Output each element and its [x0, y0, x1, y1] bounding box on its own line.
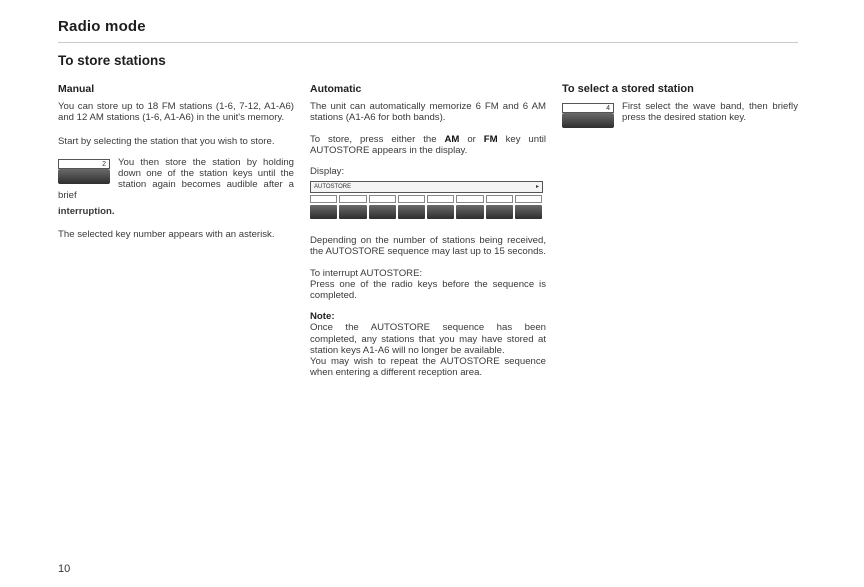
manual-paragraph-4: The selected key number appears with an asterisk.: [58, 228, 275, 240]
automatic-paragraph-4: To interrupt AUTOSTORE: Press one of the radio keys before the sequence is completed.: [310, 267, 546, 302]
note-label: Note:: [310, 311, 335, 323]
manual-paragraph-3-end: interruption.: [58, 205, 115, 217]
automatic-column: [310, 84, 546, 388]
display-screen: [310, 181, 543, 193]
manual-key-block: [58, 157, 294, 202]
display-keys: [310, 205, 542, 219]
display-label: Display:: [310, 166, 345, 178]
display-text: AUTOSTORE: [314, 184, 352, 191]
select-column: [562, 84, 798, 139]
manual-paragraph-1: You can store up to 18 FM stations (1-6, 7-12, A1-A6) and 12 AM stations (1-6, A1-A6) in the unit's memory.: [58, 101, 294, 124]
station-key-number: 2: [102, 160, 106, 168]
select-heading: To select a stored station: [562, 83, 694, 95]
section-title: To store stations: [58, 53, 166, 68]
display-signal-icon: ▸: [535, 184, 539, 191]
display-key-labels: [310, 195, 542, 203]
select-key-block: [562, 101, 798, 131]
automatic-heading: Automatic: [310, 83, 362, 95]
page-title: Radio mode: [58, 18, 146, 35]
note-paragraph-2: You may wish to repeat the AUTOSTORE sequence when entering a different reception area.: [310, 356, 546, 379]
station-key-number: 4: [606, 105, 610, 113]
am-key-label: AM: [444, 133, 460, 145]
station-key-icon: [58, 159, 110, 185]
manual-column: [58, 84, 294, 250]
radio-display-illustration: [310, 181, 542, 221]
manual-heading: Manual: [58, 83, 95, 95]
automatic-paragraph-2: To store, press either the AM or FM key until AUTOSTORE appears in the display.: [310, 133, 547, 156]
select-text: First select the wave band, then briefly press the desired station key.: [622, 101, 798, 124]
fm-key-label: FM: [483, 133, 498, 145]
manual-paragraph-3: You then store the station by holding down one of the station keys until the station again becomes audible after a brief: [58, 156, 294, 202]
station-key-icon: [562, 103, 614, 129]
page-number: 10: [58, 563, 71, 575]
header-rule: [58, 42, 798, 43]
note-paragraph-1: Once the AUTOSTORE sequence has been completed, any stations that you may have stored at station keys A1-A6 will no longer be available.: [310, 322, 546, 356]
automatic-paragraph-3: Depending on the number of stations being received, the AUTOSTORE sequence may last up to 15 seconds.: [310, 235, 546, 258]
automatic-paragraph-1: The unit can automatically memorize 6 FM and 6 AM stations (A1-A6 for both bands).: [310, 101, 546, 124]
manual-paragraph-2: Start by selecting the station that you wish to store.: [58, 135, 275, 147]
